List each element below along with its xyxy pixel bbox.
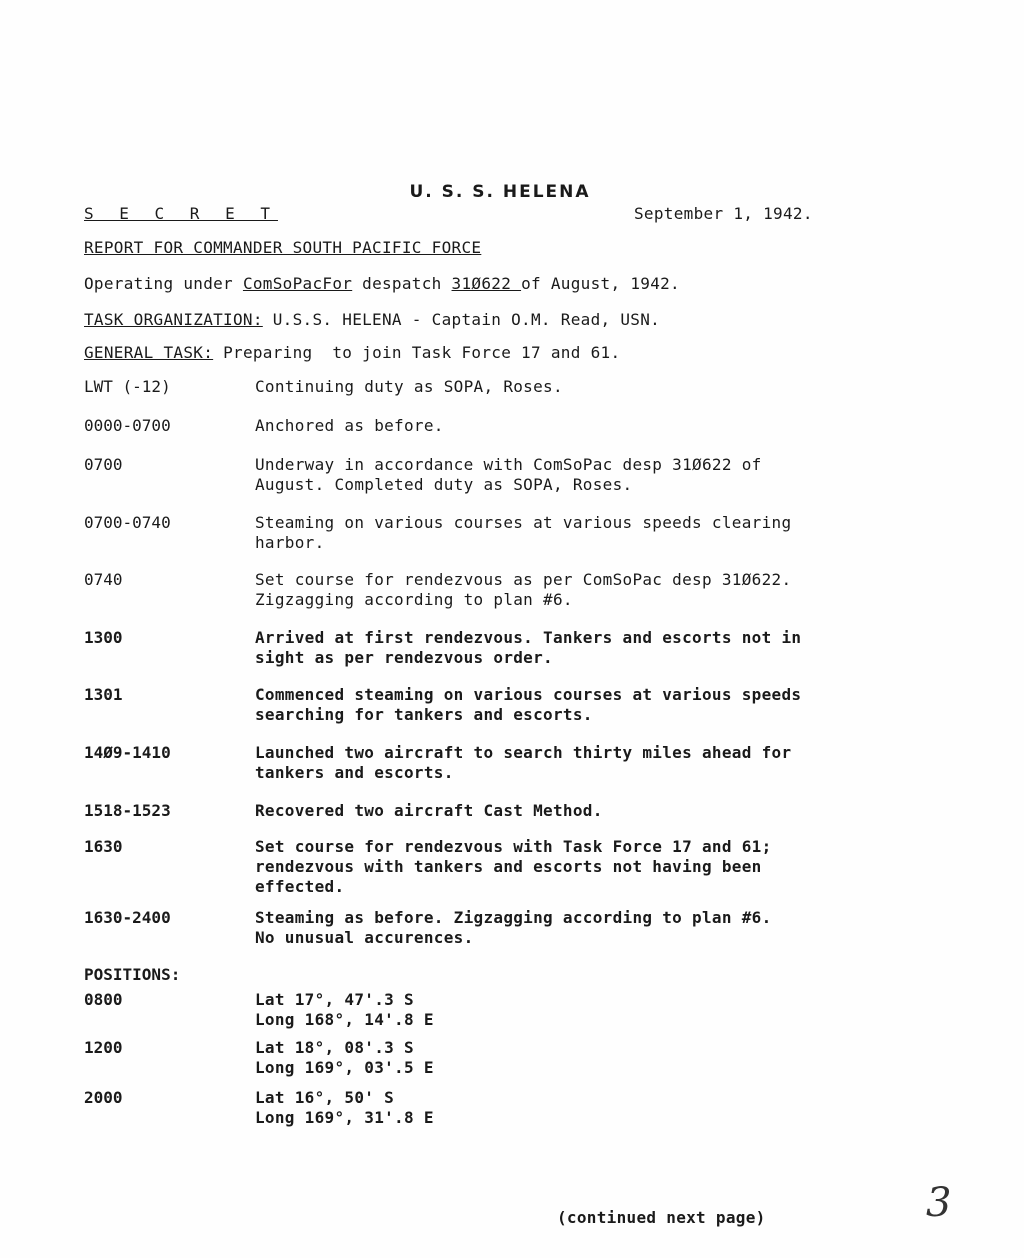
- position-coords: Lat 16°, 50' S Long 169°, 31'.8 E: [255, 1088, 434, 1127]
- operating-suffix: of August, 1942.: [521, 274, 680, 293]
- log-time: 1630: [84, 837, 123, 856]
- position-time: 0800: [84, 990, 123, 1009]
- log-text: Set course for rendezvous as per ComSoPac desp 31Ø622. Zigzagging according to plan #6.: [255, 570, 792, 609]
- report-title: REPORT FOR COMMANDER SOUTH PACIFIC FORCE: [84, 238, 482, 257]
- position-coords: Lat 17°, 47'.3 S Long 168°, 14'.8 E: [255, 990, 434, 1029]
- log-time: 1300: [84, 628, 123, 647]
- log-text: Set course for rendezvous with Task Force 17 and 61; rendezvous with tankers and escorts not having been effected.: [255, 837, 772, 896]
- task-organization-label: TASK ORGANIZATION:: [84, 310, 263, 329]
- operating-line: [84, 274, 680, 294]
- log-time: LWT (-12): [84, 377, 171, 396]
- log-time: 0000-0700: [84, 416, 171, 435]
- log-time: 1301: [84, 685, 123, 704]
- ship-title: U. S. S. HELENA: [409, 182, 591, 202]
- log-time: 14Ø9-1410: [84, 743, 171, 762]
- log-time: 0700: [84, 455, 123, 474]
- log-text: Underway in accordance with ComSoPac desp 31Ø622 of August. Completed duty as SOPA, Roses.: [255, 455, 762, 494]
- log-time: 1518-1523: [84, 801, 171, 820]
- task-organization-line: [84, 310, 660, 330]
- general-task-line: [84, 343, 620, 363]
- report-date: September 1, 1942.: [634, 204, 813, 223]
- general-task-label: GENERAL TASK:: [84, 343, 214, 362]
- task-organization-value: U.S.S. HELENA - Captain O.M. Read, USN.: [262, 310, 661, 329]
- log-text: Launched two aircraft to search thirty miles ahead for tankers and escorts.: [255, 743, 792, 782]
- position-time: 1200: [84, 1038, 123, 1057]
- operating-despatch: 31Ø622: [451, 274, 522, 293]
- operating-mid: despatch: [352, 274, 452, 293]
- log-time: 1630-2400: [84, 908, 171, 927]
- general-task-value: Preparing to join Task Force 17 and 61.: [213, 343, 621, 362]
- position-time: 2000: [84, 1088, 123, 1107]
- operating-authority: ComSoPacFor: [242, 274, 353, 293]
- log-text: Anchored as before.: [255, 416, 444, 435]
- operating-prefix: Operating under: [84, 274, 243, 293]
- continued-note: (continued next page): [557, 1208, 766, 1227]
- classification-mark: S E C R E T: [84, 204, 278, 223]
- log-time: 0740: [84, 570, 123, 589]
- log-text: Steaming as before. Zigzagging according to plan #6. No unusual accurences.: [255, 908, 772, 947]
- position-coords: Lat 18°, 08'.3 S Long 169°, 03'.5 E: [255, 1038, 434, 1077]
- log-text: Continuing duty as SOPA, Roses.: [255, 377, 563, 396]
- log-text: Commenced steaming on various courses at various speeds searching for tankers and escorts.: [255, 685, 802, 724]
- page-number: 3: [926, 1180, 952, 1226]
- log-text: Steaming on various courses at various speeds clearing harbor.: [255, 513, 792, 552]
- positions-label: POSITIONS:: [84, 965, 181, 984]
- log-time: 0700-0740: [84, 513, 171, 532]
- log-text: Arrived at first rendezvous. Tankers and escorts not in sight as per rendezvous order.: [255, 628, 802, 667]
- log-text: Recovered two aircraft Cast Method.: [255, 801, 603, 820]
